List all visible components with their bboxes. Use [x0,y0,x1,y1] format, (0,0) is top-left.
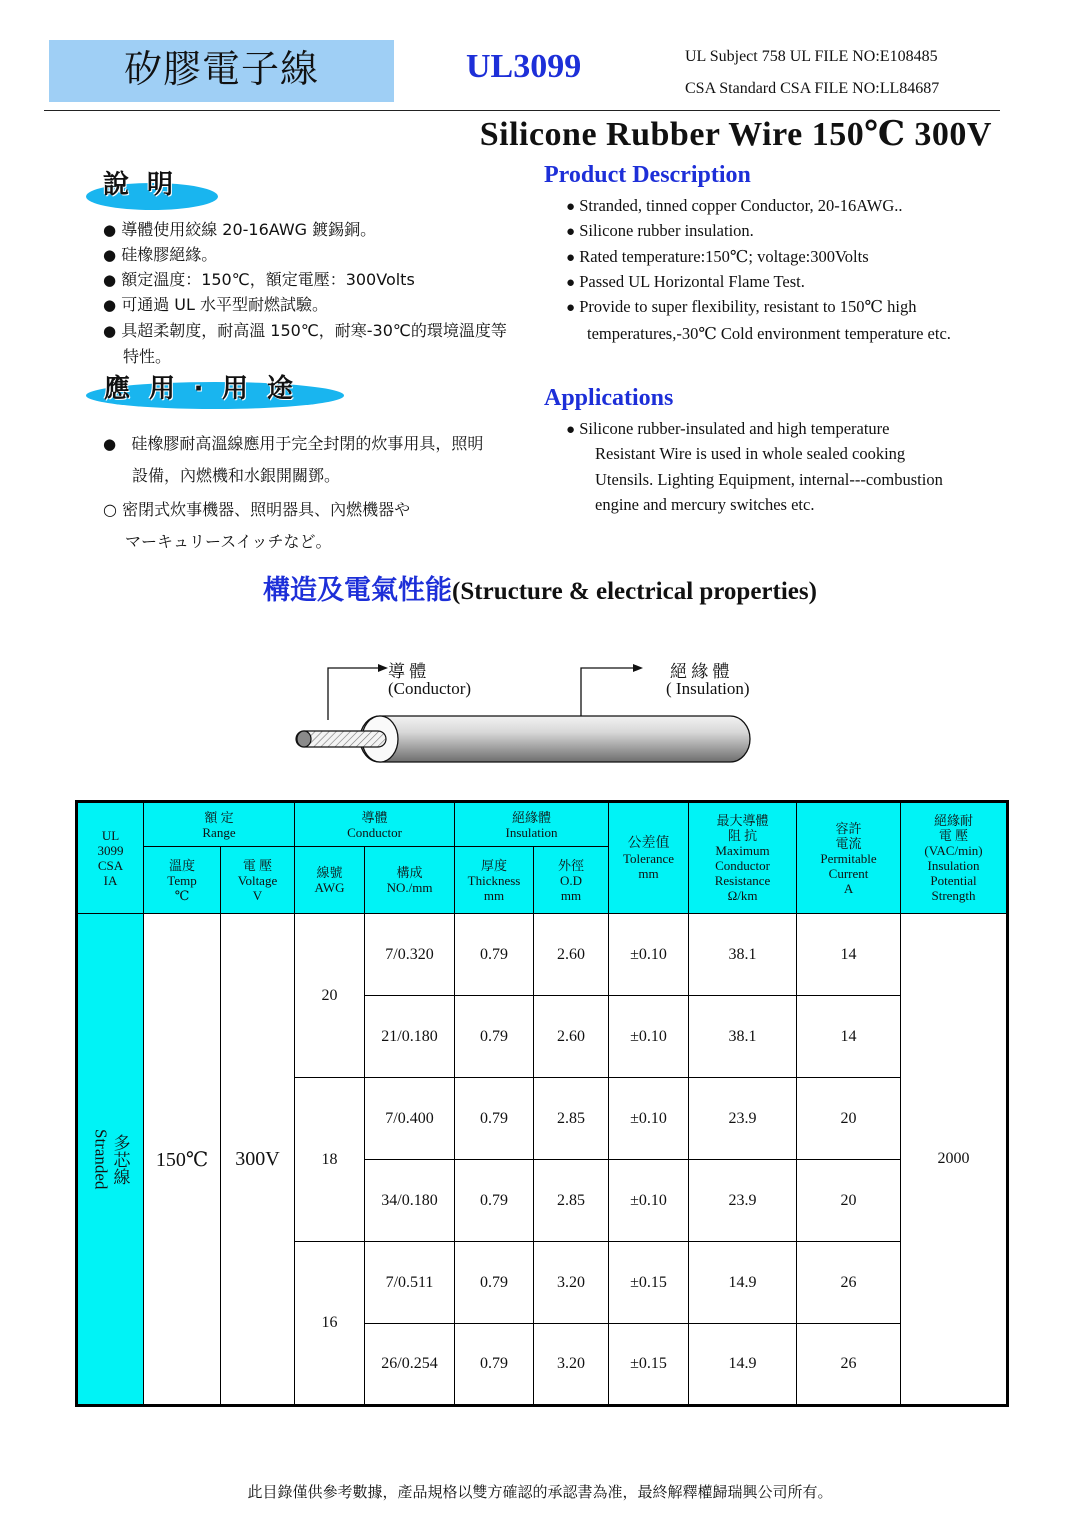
structure-heading [0,568,1080,607]
app-en-item-cont: Resistant Wire is used in whole sealed cooking [595,444,906,463]
standard-line-csa: CSA Standard CSA FILE NO:LL84687 [685,80,940,97]
desc-cn-item: ● 具超柔韌度，耐高溫 150℃，耐寒-30℃的環境溫度等 [103,321,507,340]
bullet-icon: ● [566,199,576,215]
stranded-cell [77,914,144,1406]
resistance-cell: 23.9 [689,1160,797,1242]
footer-disclaimer: 此目錄僅供參考數據，產品規格以雙方確認的承認書為准，最終解釋權歸瑞興公司所有。 [247,1483,833,1501]
desc-en-item: ● Rated temperature:150℃; voltage:300Volts [566,247,869,266]
bullet-icon: ● [566,275,576,291]
app-en-item-cont: engine and mercury switches etc. [595,495,815,514]
current-cell: 20 [797,1078,901,1160]
resistance-cell: 38.1 [689,996,797,1078]
header-standard: UL 3099 CSA IA [77,802,144,914]
header-tolerance: 公差值 Tolerance mm [609,802,689,914]
bullet-icon: ● [566,300,576,316]
header-divider [44,110,1000,111]
spec-table [75,800,1009,1407]
struct-cell: 7/0.511 [365,1242,455,1324]
desc-cn-item: ● 硅橡膠絕緣。 [103,245,218,264]
structure-heading-cn: 構造及電氣性能 [263,575,453,606]
thickness-cell: 0.79 [455,914,534,996]
current-cell: 14 [797,914,901,996]
od-cell: 2.85 [534,1078,609,1160]
resistance-cell: 14.9 [689,1324,797,1406]
desc-cn-item-cont: 特性。 [123,347,172,366]
current-cell: 26 [797,1242,901,1324]
tolerance-cell: ±0.10 [609,1160,689,1242]
header-insulation: 絕緣體 Insulation [455,802,609,847]
bullet-icon: ● [566,422,576,438]
structure-heading-en: (Structure & electrical properties) [452,578,817,605]
thickness-cell: 0.79 [455,1324,534,1406]
desc-en-item-cont: temperatures,-30℃ Cold environment temperature etc. [587,324,951,343]
model-number: UL3099 [466,48,582,85]
header-current: 容許 電流 Permitable Current A [797,802,901,914]
od-cell: 2.60 [534,996,609,1078]
insulation-label-en: ( Insulation) [666,679,750,698]
arrow-icon [378,664,388,672]
desc-cn-item: ● 導體使用絞線 20-16AWG 鍍錫銅。 [103,220,377,239]
product-title-cn: 矽膠電子線 [123,47,319,91]
header-temp: 溫度 Temp ℃ [144,847,221,914]
awg-value: 16 [295,1242,365,1406]
bullet-icon: ● [566,224,576,240]
temp-value: 150℃ [144,914,221,1406]
circle-bullet-icon: ○ [103,500,117,519]
header-conductor: 導體 Conductor [295,802,455,847]
od-cell: 3.20 [534,1324,609,1406]
struct-cell: 21/0.180 [365,996,455,1078]
conductor-pointer [328,668,380,720]
header-potential: 絕緣耐 電 壓 (VAC/min) Insulation Potential Strength [901,802,1008,914]
header-od: 外徑 O.D mm [534,847,609,914]
desc-cn-item: ● 可通過 UL 水平型耐燃試驗。 [103,295,328,314]
conductor-label-cn: 導 體 [388,662,427,681]
insulation-pointer [581,668,635,716]
thickness-cell: 0.79 [455,1078,534,1160]
tolerance-cell: ±0.10 [609,1078,689,1160]
desc-en-item: ● Silicone rubber insulation. [566,221,754,240]
struct-cell: 26/0.254 [365,1324,455,1406]
tolerance-cell: ±0.15 [609,1242,689,1324]
header-voltage: 電 壓 Voltage V [221,847,295,914]
description-heading-cn: 說明 [103,170,192,200]
tolerance-cell: ±0.15 [609,1324,689,1406]
potential-value: 2000 [901,914,1008,1406]
app-jp-item-cont: マーキュリースイッチなど。 [125,532,332,551]
bullet-icon: ● [103,435,117,453]
desc-en-item: ● Stranded, tinned copper Conductor, 20-16AWG.. [566,196,903,215]
current-cell: 20 [797,1160,901,1242]
bullet-icon: ● [103,322,117,340]
header-range: 額 定 Range [144,802,295,847]
conductor-end [297,731,311,747]
standard-line-ul: UL Subject 758 UL FILE NO:E108485 [685,48,938,65]
conductor-label-en: (Conductor) [388,679,472,698]
thickness-cell: 0.79 [455,1160,534,1242]
applications-heading-cn: 應用‧用途 [104,374,313,404]
awg-value: 18 [295,1078,365,1242]
app-cn-item-cont: 設備，內燃機和水銀開關鄧。 [132,466,341,485]
header-thickness: 厚度 Thickness mm [455,847,534,914]
app-jp-item: ○ 密閉式炊事機器、照明器具、內燃機器や [103,500,411,519]
thickness-cell: 0.79 [455,1242,534,1324]
resistance-cell: 23.9 [689,1078,797,1160]
od-cell: 2.60 [534,914,609,996]
current-cell: 26 [797,1324,901,1406]
od-cell: 2.85 [534,1160,609,1242]
product-title-en: Silicone Rubber Wire 150℃ 300V [479,116,992,153]
insulation-label-cn: 絕 緣 體 [670,662,730,681]
od-cell: 3.20 [534,1242,609,1324]
bullet-icon: ● [103,246,117,264]
bullet-icon: ● [566,250,576,266]
app-cn-item: ● 硅橡膠耐高溫線應用于完全封閉的炊事用具，照明 [103,434,484,453]
struct-cell: 34/0.180 [365,1160,455,1242]
app-en-item-cont: Utensils. Lighting Equipment, internal---combustion [595,470,943,489]
header-structure: 構成 NO./mm [365,847,455,914]
current-cell: 14 [797,996,901,1078]
insulation-jacket [360,716,750,762]
awg-value: 20 [295,914,365,1078]
desc-en-item: ● Provide to super flexibility, resistant to 150℃ high [566,297,917,316]
bullet-icon: ● [103,271,117,289]
stranded-label: 多芯線 Stranded [91,1128,130,1190]
app-en-item: ● Silicone rubber-insulated and high temperature [566,419,890,438]
resistance-cell: 38.1 [689,914,797,996]
thickness-cell: 0.79 [455,996,534,1078]
header-resistance: 最大導體 阻 抗 Maximum Conductor Resistance Ω/km [689,802,797,914]
voltage-value: 300V [221,914,295,1406]
bullet-icon: ● [103,221,117,239]
header-awg: 線號 AWG [295,847,365,914]
tolerance-cell: ±0.10 [609,996,689,1078]
arrow-icon [633,664,643,672]
product-description-heading: Product Description [544,162,751,188]
desc-cn-item: ● 額定溫度：150℃，額定電壓：300Volts [103,270,415,289]
applications-heading: Applications [544,385,674,411]
tolerance-cell: ±0.10 [609,914,689,996]
desc-en-item: ● Passed UL Horizontal Flame Test. [566,272,805,291]
bullet-icon: ● [103,296,117,314]
struct-cell: 7/0.400 [365,1078,455,1160]
resistance-cell: 14.9 [689,1242,797,1324]
table-row [77,914,1008,996]
struct-cell: 7/0.320 [365,914,455,996]
